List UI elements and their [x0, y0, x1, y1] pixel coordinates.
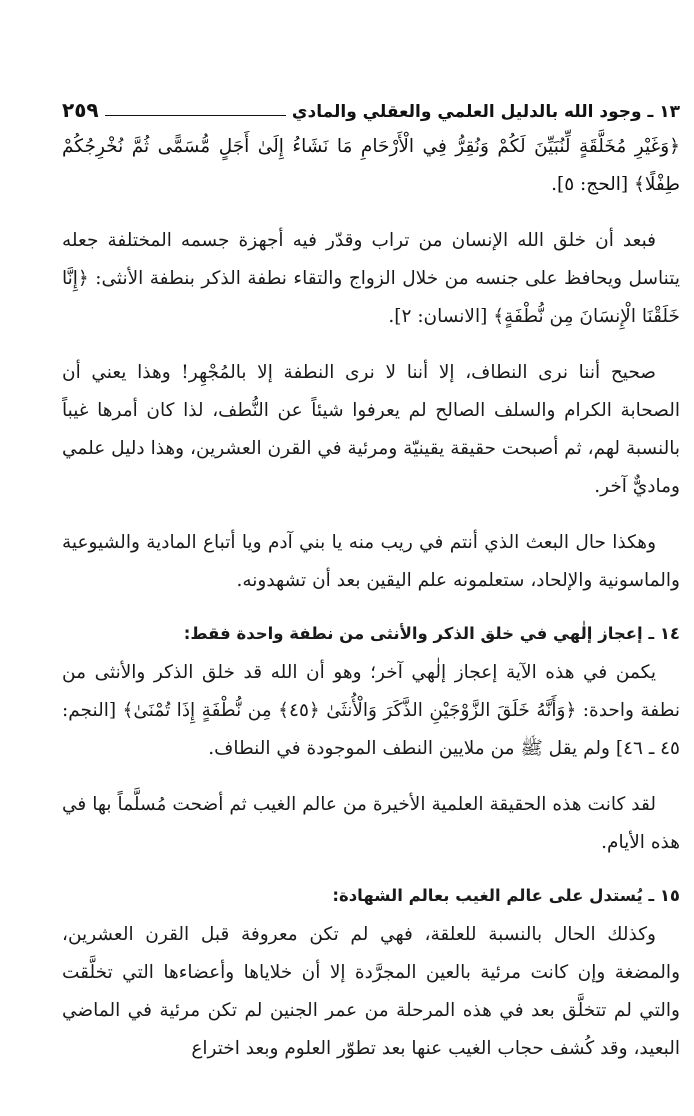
- paragraph-alaqa: وكذلك الحال بالنسبة للعلقة، فهي لم تكن معروفة قبل القرن العشرين، والمضغة وإن كانت مرئية بالعين المجرَّدة إلا أن خلاياها وأعضاءها التي تخلَّقت والتي لم تتخلَّق بعد في هذه المرحلة من عمر الجنين لم تكن مرئية في الماضي البعيد، وقد كُشف حجاب الغيب عنها بعد تطوّر العلوم وبعد اختراع: [62, 924, 680, 1059]
- paragraph-resurrection: وهكذا حال البعث الذي أنتم في ريب منه يا بني آدم ويا أتباع المادية والشيوعية والماسونية والإلحاد، ستعلمونه علم اليقين بعد أن تشهدونه.: [62, 532, 680, 591]
- page-number: ٢٥٩: [62, 98, 99, 122]
- section-heading-15: ١٥ ـ يُستدل على عالم الغيب بعالم الشهادة:: [332, 886, 680, 905]
- chapter-title: ١٣ ـ وجود الله بالدليل العلمي والعقلي والمادي: [291, 102, 680, 122]
- running-header: [62, 88, 680, 122]
- section-heading-14: ١٤ ـ إعجاز إلٰهي في خلق الذكر والأنثى من نطفة واحدة فقط:: [183, 624, 680, 643]
- paragraph-sperm: صحيح أننا نرى النطاف، إلا أننا لا نرى النطفة إلا بالمُجْهِر! وهذا يعني أن الصحابة الكرام والسلف الصالح لم يعرفوا شيئاً عن النُّطف، لذا كان أمرها غيباً بالنسبة لهم، ثم أصبحت حقيقة يقينيّة ومرئية في القرن العشرين، وهذا دليل علمي وماديٌّ آخر.: [62, 362, 680, 497]
- paragraph-fact: لقد كانت هذه الحقيقة العلمية الأخيرة من عالم الغيب ثم أضحت مُسلَّماً بها في هذه الأيام.: [62, 794, 680, 853]
- header-rule: [105, 115, 286, 116]
- quran-verse-continuation: ﴿وَغَيْرِ مُخَلَّقَةٍ لِّنُبَيِّنَ لَكُمْ وَنُقِرُّ فِي الْأَرْحَامِ مَا نَشَاءُ إِلَىٰ أَجَلٍ مُّسَمًّى ثُمَّ نُخْرِجُكُمْ طِفْلًا﴾ [الحج: ٥].: [62, 136, 680, 195]
- paragraph-miracle: يكمن في هذه الآية إعجاز إلٰهي آخر؛ وهو أن الله قد خلق الذكر والأنثى من نطفة واحدة: ﴿وَأَنَّهُ خَلَقَ الزَّوْجَيْنِ الذَّكَرَ وَالْأُنثَىٰ ﴿٤٥﴾ مِن نُّطْفَةٍ إِذَا تُمْنَىٰ﴾ [النجم: ٤٥ ـ ٤٦] ولم يقل ﷺ من ملايين النطف الموجودة في النطاف.: [62, 662, 680, 759]
- paragraph-creation: فبعد أن خلق الله الإنسان من تراب وقدّر فيه أجهزة جسمه المختلفة جعله يتناسل ويحافظ على جنسه من خلال الزواج والتقاء نطفة الذكر بنطفة الأنثى: ﴿إِنَّا خَلَقْنَا الْإِنسَانَ مِن نُّطْفَةٍ﴾ [الانسان: ٢].: [62, 230, 680, 327]
- book-page: [62, 88, 680, 1068]
